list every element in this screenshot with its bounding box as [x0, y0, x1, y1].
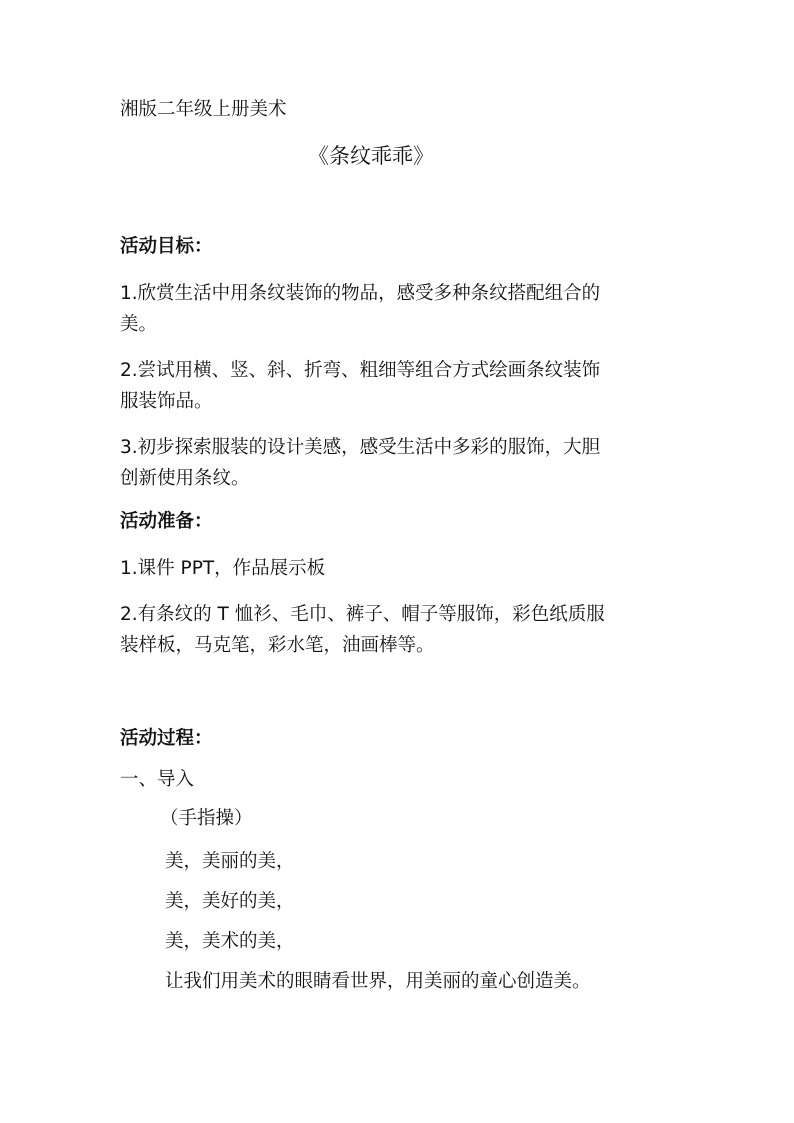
verse-line-2: 美，美好的美， — [165, 891, 295, 912]
verse-line-1: 美，美丽的美， — [165, 851, 295, 872]
course-subtitle: 湘版二年级上册美术 — [120, 99, 287, 120]
goal-1-line-2: 美。 — [120, 314, 158, 335]
section-1-title: 一、导入 — [120, 769, 195, 790]
process-heading: 活动过程： — [120, 728, 213, 749]
goal-2-line-2: 服装饰品。 — [120, 391, 213, 412]
goal-2-line-1: 2.尝试用横、竖、斜、折弯、粗细等组合方式绘画条纹装饰 — [120, 360, 601, 381]
preparation-1: 1.课件 PPT，作品展示板 — [120, 558, 326, 579]
goal-3-line-2: 创新使用条纹。 — [120, 468, 250, 489]
lesson-title: 《条纹乖乖》 — [308, 144, 434, 168]
finger-exercise-note: （手指操） — [160, 808, 253, 829]
preparation-2-line-1: 2.有条纹的 T 恤衫、毛巾、裤子、帽子等服饰，彩色纸质服 — [120, 604, 605, 625]
verse-line-4: 让我们用美术的眼睛看世界，用美丽的童心创造美。 — [165, 971, 591, 992]
goal-3-line-1: 3.初步探索服装的设计美感，感受生活中多彩的服饰，大胆 — [120, 437, 601, 458]
preparation-2-line-2: 装样板，马克笔，彩水笔，油画棒等。 — [120, 635, 435, 656]
goal-1-line-1: 1.欣赏生活中用条纹装饰的物品，感受多种条纹搭配组合的 — [120, 283, 601, 304]
preparation-heading: 活动准备： — [120, 511, 213, 532]
verse-line-3: 美，美术的美， — [165, 931, 295, 952]
goals-heading: 活动目标： — [120, 236, 213, 257]
